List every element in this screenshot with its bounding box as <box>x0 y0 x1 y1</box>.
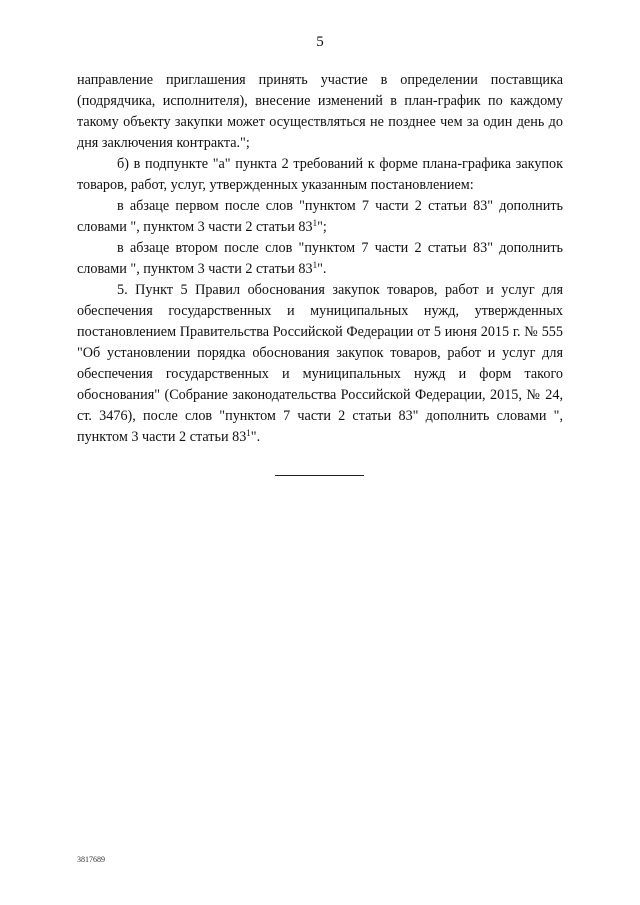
paragraph-text-end: ". <box>317 261 327 277</box>
superscript: 1 <box>312 218 318 228</box>
paragraph-continuation <box>77 70 563 154</box>
superscript: 1 <box>246 428 251 438</box>
paragraph-text-end: ". <box>250 429 261 445</box>
paragraph-item-5 <box>77 280 563 448</box>
paragraph-text: б) в подпункте "а" пункта 2 требований к форме плана-графика закупок товаров, работ, услуг, утвержденных указанным постановлением: <box>77 156 563 193</box>
document-body <box>77 70 563 448</box>
paragraph-text-end: "; <box>317 219 327 235</box>
paragraph-second-clause <box>77 238 563 280</box>
paragraph-text: 5. Пункт 5 Правил обоснования закупок товаров, работ и услуг для обеспечения государственных и муниципальных нужд, утвержденных постановлением Правительства Российской Федерации от 5 июня 2015 г. № 555 "Об установлении порядка обоснования закупок товаров, работ и услуг для обеспечения государственных и муниципальных нужд и форм такого обоснования" (Собрание законодательства Российской Федерации, 2015, № 24, ст. 3476), после слов "пунктом 7 части 2 статьи 83" дополнить словами ", пунктом 3 части 2 статьи 83 <box>77 282 563 445</box>
paragraph-first-clause <box>77 196 563 238</box>
end-divider <box>275 475 364 476</box>
paragraph-subitem-b <box>77 154 563 196</box>
paragraph-text: в абзаце втором после слов "пунктом 7 части 2 статьи 83" дополнить словами ", пунктом 3 части 2 статьи 83 <box>77 240 563 277</box>
superscript: 1 <box>312 260 318 270</box>
page-number: 5 <box>316 34 324 50</box>
paragraph-text: в абзаце первом после слов "пунктом 7 части 2 статьи 83" дополнить словами ", пунктом 3 части 2 статьи 83 <box>77 198 563 235</box>
document-code: 3817689 <box>77 855 105 864</box>
paragraph-text: направление приглашения принять участие в определении поставщика (подрядчика, исполнителя), внесение изменений в план-график по каждому такому объекту закупки может осуществляться не позднее чем за один день до дня заключения контракта."; <box>77 72 563 151</box>
